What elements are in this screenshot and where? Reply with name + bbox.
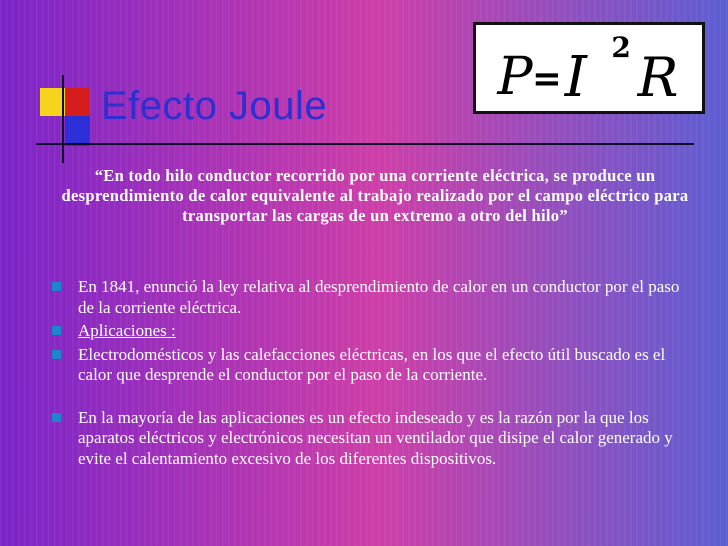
list-item — [48, 408, 686, 470]
square-bullet-icon — [52, 282, 61, 291]
bullet-list — [48, 277, 686, 469]
decorative-vertical-line — [62, 75, 64, 163]
formula-equals: = — [531, 58, 562, 100]
square-bullet-icon — [52, 350, 61, 359]
formula-image — [473, 22, 705, 114]
title-underline — [36, 143, 694, 145]
square-bullet-icon — [52, 326, 61, 335]
bullet-text: En la mayoría de las aplicaciones es un efecto indeseado y es la razón por la que los aparatos eléctricos y electrónicos necesitan un ventilador que disipe el calor generado y evite el calentamiento excesivo de los diferentes dispositivos. — [78, 407, 673, 468]
bullet-text: En 1841, enunció la ley relativa al desprendimiento de calor en un conductor por el paso de la corriente eléctrica. — [78, 277, 680, 317]
handwritten-formula — [476, 25, 702, 111]
formula-i: I — [564, 45, 587, 111]
list-item — [48, 321, 686, 342]
list-item — [48, 345, 686, 386]
formula-exponent: 2 — [611, 30, 631, 64]
slide-title: Efecto Joule — [101, 84, 328, 128]
joule-law-quote: “En todo hilo conductor recorrido por una corriente eléctrica, se produce un desprendimiento de calor equivalente al trabajo realizado por el campo eléctrico para transportar las cargas de un extremo a otro del hilo” — [61, 166, 689, 225]
aplicaciones-link[interactable]: Aplicaciones : — [78, 321, 176, 340]
formula-p: P — [497, 46, 533, 108]
decorative-red-square — [65, 88, 90, 116]
bullet-text: Electrodomésticos y las calefacciones eléctricas, en los que el efecto útil buscado es el calor que desprende el conductor por el paso de la corriente. — [78, 344, 666, 384]
square-bullet-icon — [52, 413, 61, 422]
list-item — [48, 277, 686, 318]
decorative-blue-square — [65, 116, 90, 146]
formula-r: R — [637, 46, 679, 110]
